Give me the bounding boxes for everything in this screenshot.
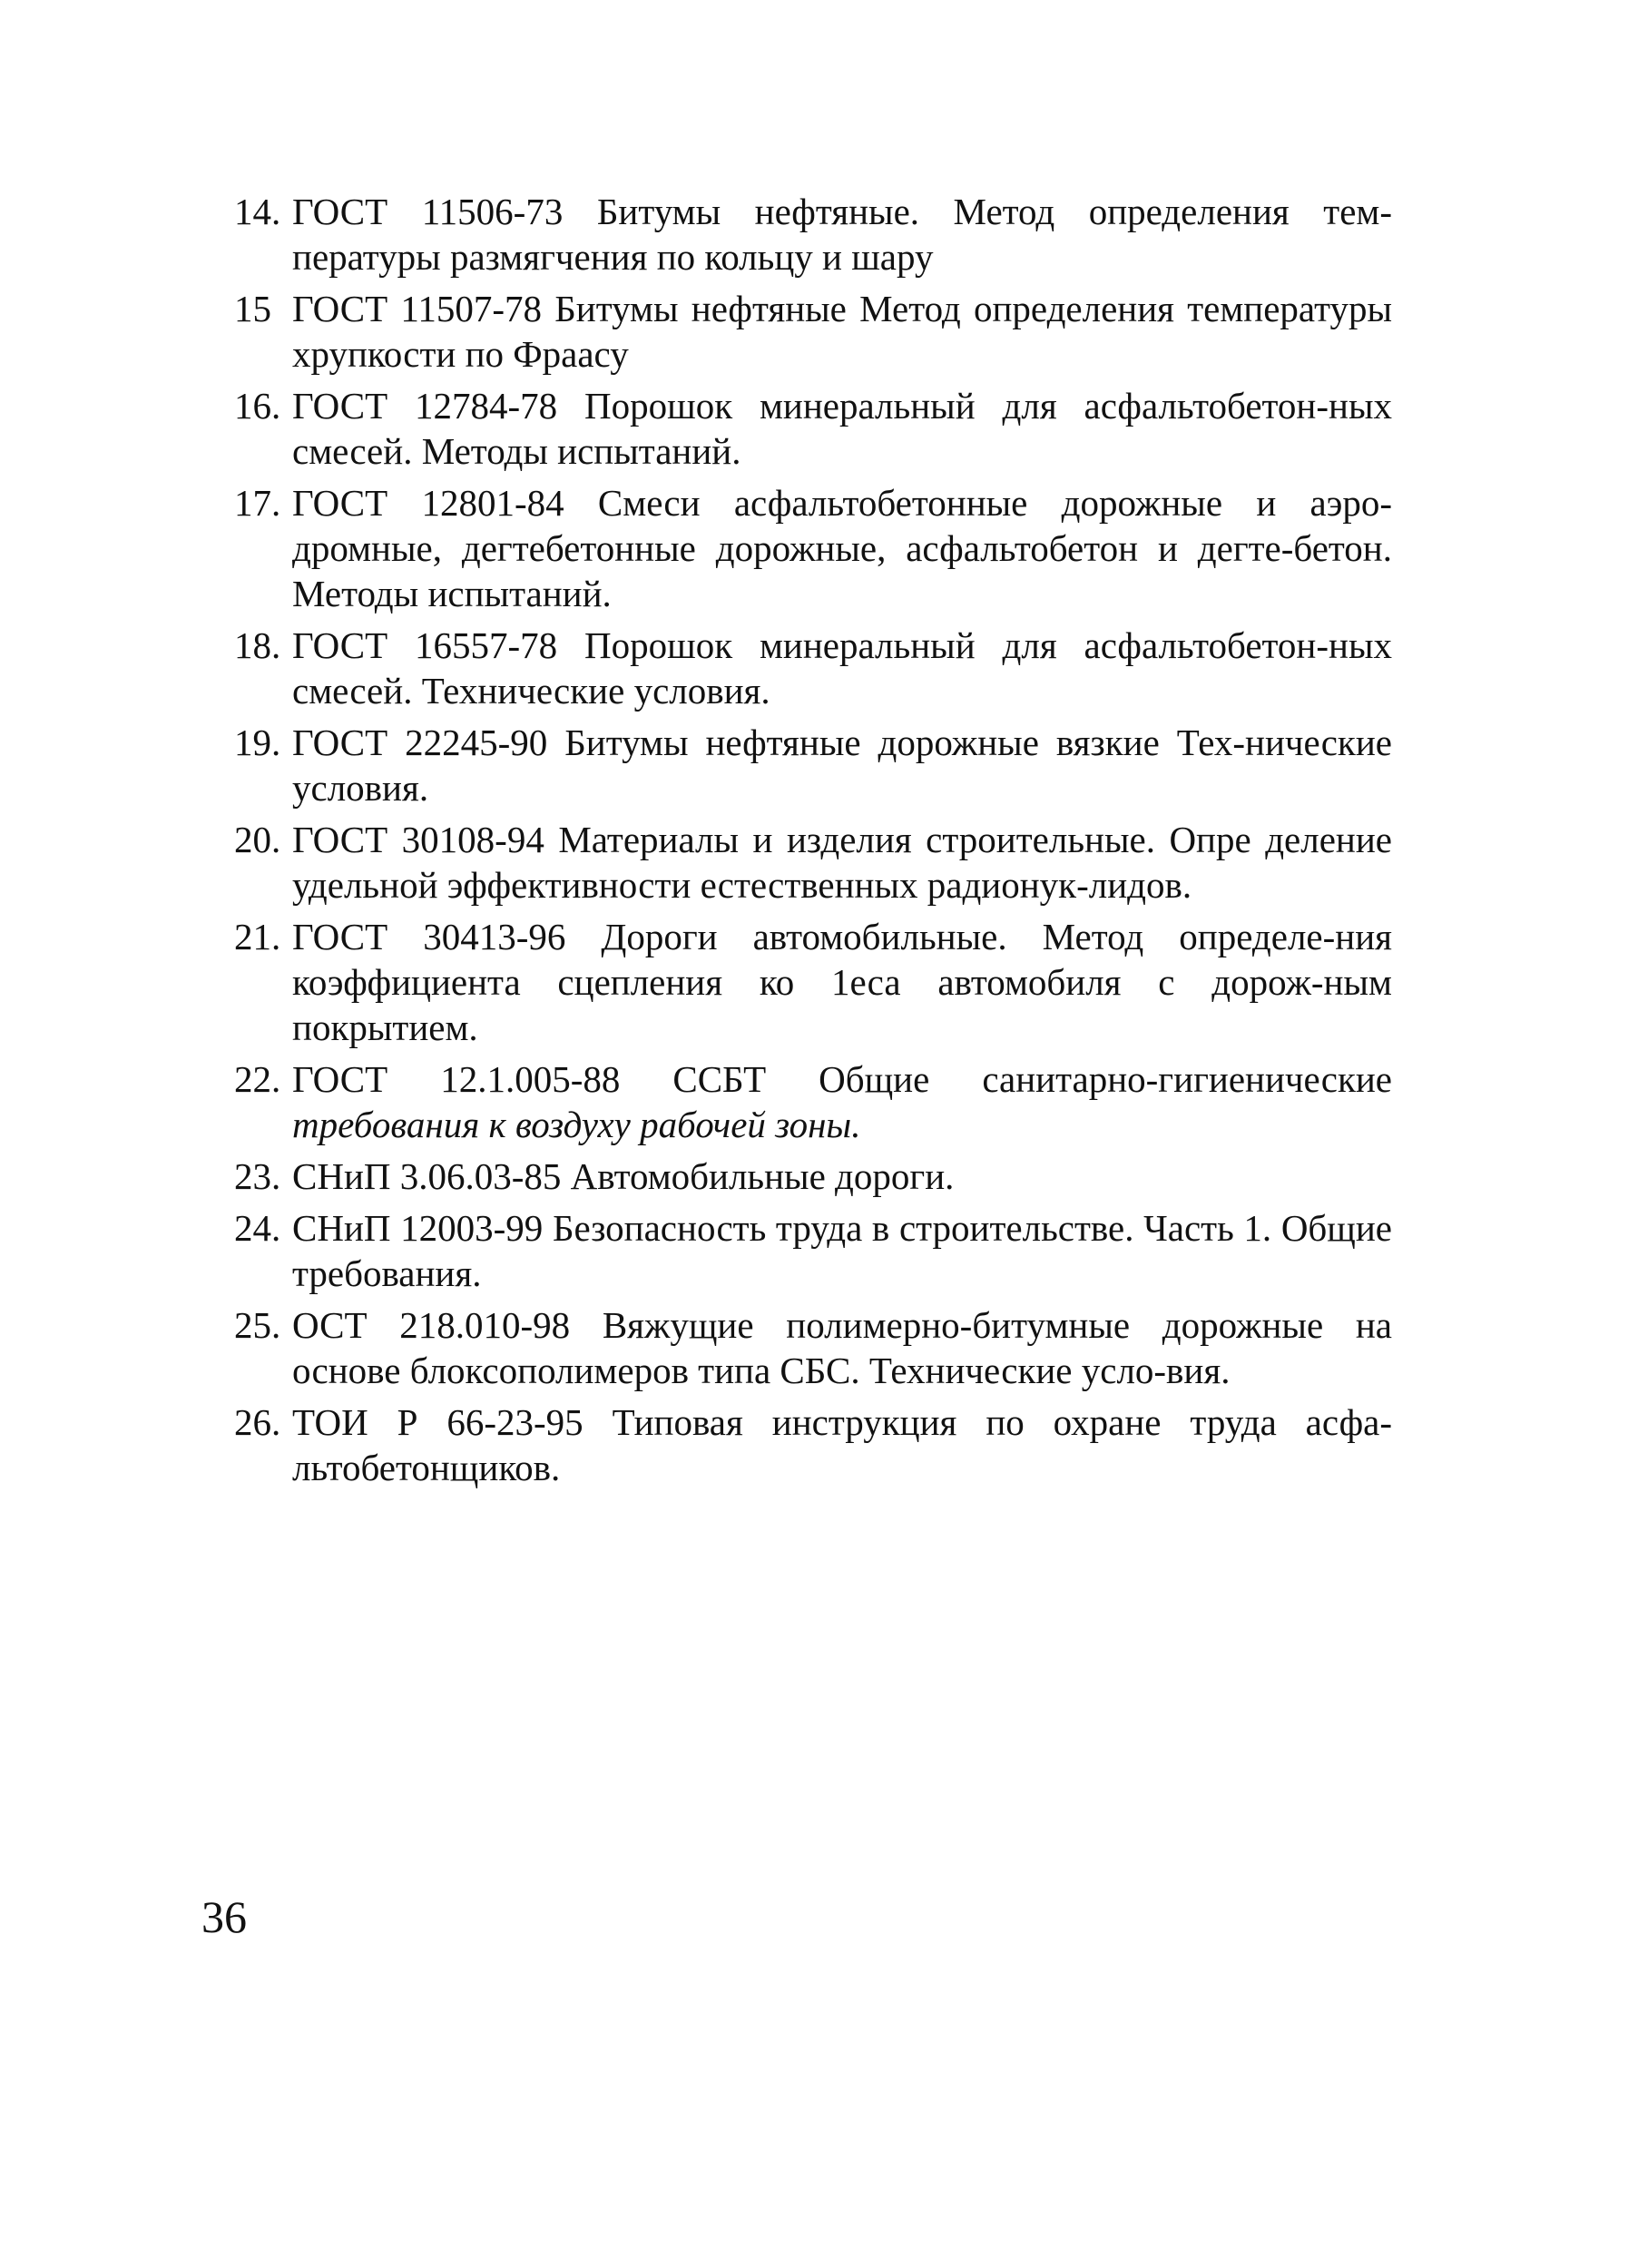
reference-number: 24. xyxy=(234,1207,281,1249)
reference-item-20 xyxy=(234,817,1392,908)
reference-number: 23. xyxy=(234,1155,281,1197)
reference-number: 18. xyxy=(234,624,281,666)
reference-item-26 xyxy=(234,1399,1392,1490)
reference-item-25 xyxy=(234,1302,1392,1393)
reference-item-23 xyxy=(234,1154,1392,1199)
reference-number: 22. xyxy=(234,1058,281,1100)
reference-italic-text: требования к воздуху рабочей зоны. xyxy=(292,1104,861,1145)
reference-number: 17. xyxy=(234,482,281,524)
reference-text: ГОСТ 30108-94 Материалы и изделия строительные. Опре деление удельной эффективности естественных радионук-лидов. xyxy=(292,819,1392,906)
reference-item-16 xyxy=(234,383,1392,474)
reference-item-18 xyxy=(234,623,1392,713)
reference-text: СНиП 12003-99 Безопасность труда в строительстве. Часть 1. Общие требования. xyxy=(292,1207,1392,1294)
reference-number: 25. xyxy=(234,1304,281,1346)
reference-text: СНиП 3.06.03-85 Автомобильные дороги. xyxy=(292,1155,955,1197)
reference-text-block xyxy=(292,1056,1392,1147)
reference-item-22 xyxy=(234,1056,1392,1147)
reference-item-14 xyxy=(234,189,1392,280)
reference-text: ГОСТ 16557-78 Порошок минеральный для асфальтобетон-ных смесей. Технические условия. xyxy=(292,624,1392,712)
reference-number: 16. xyxy=(234,385,281,427)
reference-text: ГОСТ 11507-78 Битумы нефтяные Метод определения температуры хрупкости по Фраасу xyxy=(292,288,1392,375)
reference-text: ГОСТ 11506-73 Битумы нефтяные. Метод определения тем-пературы размягчения по кольцу и шару xyxy=(292,191,1392,278)
reference-number: 15 xyxy=(234,288,271,329)
reference-item-24 xyxy=(234,1205,1392,1296)
reference-text: ГОСТ 30413-96 Дороги автомобильные. Метод определе-ния коэффициента сцепления ко 1еса автомобиля с дорож-ным покрытием. xyxy=(292,916,1392,1048)
reference-text: ГОСТ 12784-78 Порошок минеральный для асфальтобетон-ных смесей. Методы испытаний. xyxy=(292,385,1392,472)
reference-item-17 xyxy=(234,480,1392,616)
reference-number: 14. xyxy=(234,191,281,232)
reference-number: 20. xyxy=(234,819,281,860)
reference-item-21 xyxy=(234,914,1392,1050)
reference-text: ГОСТ 22245-90 Битумы нефтяные дорожные вязкие Тех-нические условия. xyxy=(292,722,1392,809)
reference-item-15 xyxy=(234,286,1392,377)
reference-number: 19. xyxy=(234,722,281,763)
reference-number: 26. xyxy=(234,1401,281,1443)
reference-item-19 xyxy=(234,720,1392,810)
reference-text: ГОСТ 12.1.005-88 ССБТ Общие санитарно-гигиенические xyxy=(292,1058,1392,1100)
reference-list xyxy=(234,189,1392,1497)
page-number: 36 xyxy=(201,1891,247,1942)
reference-text: ТОИ Р 66-23-95 Типовая инструкция по охране труда асфа-льтобетонщиков. xyxy=(292,1401,1392,1488)
reference-number: 21. xyxy=(234,916,281,957)
reference-text: ГОСТ 12801-84 Смеси асфальтобетонные дорожные и аэро-дромные, дегтебетонные дорожные, асфальтобетон и дегте-бетон. Методы испытаний. xyxy=(292,482,1392,614)
reference-text: ОСТ 218.010-98 Вяжущие полимерно-битумные дорожные на основе блоксополимеров типа СБС. Технические усло-вия. xyxy=(292,1304,1392,1391)
